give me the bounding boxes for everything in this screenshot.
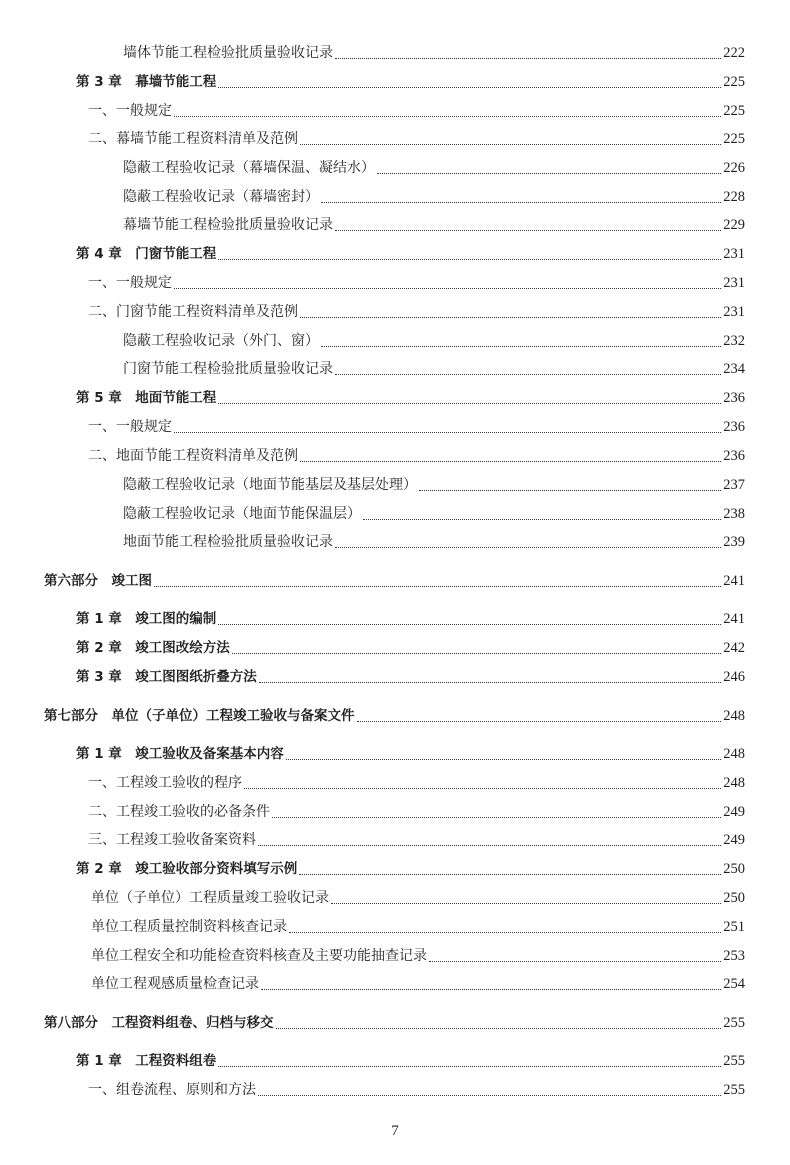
dot-leader	[218, 259, 721, 260]
toc-entry-page: 248	[723, 775, 745, 791]
toc-entry[interactable]	[123, 502, 745, 526]
dot-leader	[300, 317, 721, 318]
toc-entry[interactable]	[91, 972, 745, 996]
dot-leader	[321, 202, 721, 203]
toc-entry-page: 249	[723, 832, 745, 848]
dot-leader	[419, 490, 721, 491]
toc-entry[interactable]	[123, 473, 745, 497]
toc-entry-title: 隐蔽工程验收记录（幕墙密封）	[123, 189, 319, 205]
toc-entry-title: 一、一般规定	[88, 275, 172, 291]
toc-entry-title: 隐蔽工程验收记录（外门、窗）	[123, 333, 319, 349]
toc-entry[interactable]	[91, 886, 745, 910]
toc-entry-title: 第六部分 竣工图	[44, 573, 152, 589]
dot-leader	[261, 989, 721, 990]
toc-entry-page: 236	[723, 419, 745, 435]
toc-entry-page: 228	[723, 189, 745, 205]
toc-entry-title: 幕墙节能工程检验批质量验收记录	[123, 217, 333, 233]
dot-leader	[218, 87, 721, 88]
toc-entry-title: 单位工程安全和功能检查资料核查及主要功能抽查记录	[91, 948, 427, 964]
toc-entry-page: 238	[723, 506, 745, 522]
toc-entry-page: 248	[723, 708, 745, 724]
dot-leader	[174, 288, 721, 289]
toc-entry-title: 隐蔽工程验收记录（地面节能基层及基层处理）	[123, 477, 417, 493]
toc-entry-title: 地面节能工程检验批质量验收记录	[123, 534, 333, 550]
toc-entry-page: 255	[723, 1053, 745, 1069]
toc-entry-title: 单位（子单位）工程质量竣工验收记录	[91, 890, 329, 906]
dot-leader	[357, 721, 722, 722]
toc-chapter[interactable]	[76, 636, 745, 660]
toc-entry-title: 第 1 章 竣工图的编制	[76, 611, 217, 627]
toc-entry-page: 241	[723, 573, 745, 589]
toc-entry-page: 253	[723, 948, 745, 964]
toc-entry-page: 231	[723, 304, 745, 320]
toc-entry-title: 隐蔽工程验收记录（幕墙保温、凝结水）	[123, 160, 375, 176]
toc-entry-page: 226	[723, 160, 745, 176]
toc-entry-title: 第 3 章 幕墙节能工程	[76, 74, 217, 90]
toc-entry-page: 239	[723, 534, 745, 550]
toc-entry[interactable]	[88, 99, 745, 123]
dot-leader	[289, 932, 721, 933]
dot-leader	[276, 1028, 722, 1029]
toc-entry[interactable]	[88, 271, 745, 295]
toc-entry[interactable]	[123, 213, 745, 237]
toc-entry-page: 249	[723, 804, 745, 820]
toc-entry-page: 242	[723, 640, 745, 656]
dot-leader	[286, 759, 721, 760]
toc-entry-page: 225	[723, 131, 745, 147]
toc-entry-title: 第 3 章 竣工图图纸折叠方法	[76, 669, 257, 685]
toc-entry-title: 一、一般规定	[88, 419, 172, 435]
dot-leader	[300, 461, 721, 462]
dot-leader	[174, 432, 721, 433]
toc-entry-page: 237	[723, 477, 745, 493]
toc-entry-page: 231	[723, 275, 745, 291]
dot-leader	[259, 682, 721, 683]
toc-entry-title: 第八部分 工程资料组卷、归档与移交	[44, 1015, 274, 1031]
dot-leader	[154, 586, 721, 587]
toc-entry-title: 墙体节能工程检验批质量验收记录	[123, 45, 333, 61]
toc-entry[interactable]	[88, 800, 745, 824]
toc-entry-title: 一、组卷流程、原则和方法	[88, 1082, 256, 1098]
toc-entry-title: 第 2 章 竣工验收部分资料填写示例	[76, 861, 298, 877]
dot-leader	[258, 1095, 721, 1096]
toc-part[interactable]	[44, 1011, 745, 1035]
toc-entry-page: 229	[723, 217, 745, 233]
toc-part[interactable]	[44, 704, 745, 728]
toc-entry-title: 第 2 章 竣工图改绘方法	[76, 640, 230, 656]
toc-entry[interactable]	[123, 41, 745, 65]
toc-chapter[interactable]	[76, 607, 745, 631]
dot-leader	[331, 903, 721, 904]
toc-entry[interactable]	[88, 415, 745, 439]
toc-entry-page: 222	[723, 45, 745, 61]
toc-chapter[interactable]	[76, 386, 745, 410]
toc-entry-page: 255	[723, 1015, 745, 1031]
toc-chapter[interactable]	[76, 242, 745, 266]
dot-leader	[218, 403, 721, 404]
toc-entry-title: 第七部分 单位（子单位）工程竣工验收与备案文件	[44, 708, 355, 724]
toc-entry-title: 单位工程观感质量检查记录	[91, 976, 259, 992]
dot-leader	[377, 173, 721, 174]
toc-entry-title: 第 1 章 竣工验收及备案基本内容	[76, 746, 284, 762]
toc-entry-page: 241	[723, 611, 745, 627]
dot-leader	[335, 230, 721, 231]
toc-entry-page: 236	[723, 448, 745, 464]
dot-leader	[335, 58, 721, 59]
dot-leader	[174, 116, 721, 117]
toc-entry-page: 234	[723, 361, 745, 377]
dot-leader	[218, 1066, 721, 1067]
dot-leader	[299, 874, 721, 875]
toc-entry[interactable]	[123, 329, 745, 353]
toc-entry[interactable]	[123, 185, 745, 209]
dot-leader	[258, 845, 721, 846]
toc-chapter[interactable]	[76, 857, 745, 881]
toc-entry[interactable]	[88, 300, 745, 324]
toc-entry[interactable]	[91, 944, 745, 968]
toc-entry[interactable]	[91, 915, 745, 939]
toc-entry[interactable]	[88, 1078, 745, 1102]
toc-entry[interactable]	[123, 357, 745, 381]
toc-entry-page: 236	[723, 390, 745, 406]
toc-part[interactable]	[44, 569, 745, 593]
toc-chapter[interactable]	[76, 1049, 745, 1073]
toc-entry[interactable]	[123, 530, 745, 554]
dot-leader	[232, 653, 721, 654]
toc-chapter[interactable]	[76, 742, 745, 766]
toc-entry-page: 225	[723, 74, 745, 90]
toc-entry-title: 二、工程竣工验收的必备条件	[88, 804, 270, 820]
toc-chapter[interactable]	[76, 665, 745, 689]
toc-entry-title: 第 5 章 地面节能工程	[76, 390, 217, 406]
toc-entry-page: 231	[723, 246, 745, 262]
toc-entry-page: 250	[723, 890, 745, 906]
toc-entry-page: 255	[723, 1082, 745, 1098]
toc-entry-page: 251	[723, 919, 745, 935]
page-number: 7	[391, 1123, 399, 1139]
toc-entry-page: 225	[723, 103, 745, 119]
toc-entry-page: 248	[723, 746, 745, 762]
dot-leader	[429, 961, 721, 962]
dot-leader	[335, 547, 721, 548]
toc-entry-title: 三、工程竣工验收备案资料	[88, 832, 256, 848]
toc-entry-title: 隐蔽工程验收记录（地面节能保温层）	[123, 506, 361, 522]
toc-entry-page: 254	[723, 976, 745, 992]
toc-entry-title: 单位工程质量控制资料核查记录	[91, 919, 287, 935]
toc-entry-title: 一、一般规定	[88, 103, 172, 119]
toc-chapter[interactable]	[76, 70, 745, 94]
toc-entry[interactable]	[88, 127, 745, 151]
dot-leader	[218, 624, 721, 625]
toc-entry-title: 二、地面节能工程资料清单及范例	[88, 448, 298, 464]
toc-entry-title: 第 4 章 门窗节能工程	[76, 246, 217, 262]
toc-entry-title: 第 1 章 工程资料组卷	[76, 1053, 217, 1069]
dot-leader	[244, 788, 721, 789]
toc-entry[interactable]	[88, 771, 745, 795]
toc-entry-page: 246	[723, 669, 745, 685]
toc-entry-title: 二、幕墙节能工程资料清单及范例	[88, 131, 298, 147]
toc-entry[interactable]	[88, 828, 745, 852]
dot-leader	[335, 374, 721, 375]
toc-entry[interactable]	[88, 444, 745, 468]
toc-entry-title: 二、门窗节能工程资料清单及范例	[88, 304, 298, 320]
toc-entry-title: 门窗节能工程检验批质量验收记录	[123, 361, 333, 377]
dot-leader	[321, 346, 721, 347]
toc-entry-page: 232	[723, 333, 745, 349]
toc-entry-title: 一、工程竣工验收的程序	[88, 775, 242, 791]
dot-leader	[300, 144, 721, 145]
dot-leader	[272, 817, 721, 818]
toc-entry-page: 250	[723, 861, 745, 877]
dot-leader	[363, 519, 721, 520]
toc-entry[interactable]	[123, 156, 745, 180]
